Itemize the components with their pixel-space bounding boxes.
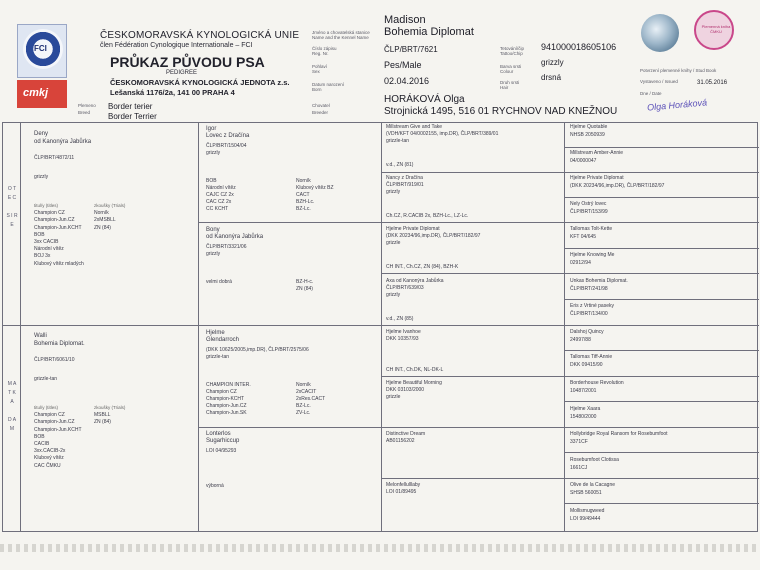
ancestor4-name: Borderhouse Revolution <box>570 380 624 386</box>
ancestor-titles: v.d., ZN (81) <box>386 162 414 168</box>
colour-label-en: Colour <box>500 69 514 74</box>
grandparent-trial: Norník <box>296 178 311 184</box>
grandparent-trial: BZ-H-c. <box>296 279 314 285</box>
ancestor4-reg: ČLP/BRT/241/98 <box>570 285 608 292</box>
sire-title: Klubový vítěz mladých <box>34 260 84 267</box>
ancestor-titles: CH INT., Ch.DK, NL-DK-L <box>386 366 444 373</box>
dog-name-1: Madison <box>384 14 426 26</box>
sex-label: Pohlaví <box>312 64 328 69</box>
sire-title: BOJ 3x <box>34 253 51 260</box>
tattoo-label-en: Tattoo/Chip <box>500 51 523 56</box>
sire-title: BOB <box>34 231 45 238</box>
sire-title: titul/y (titles) <box>34 203 59 208</box>
breed-value-cz: Border terier <box>108 102 153 111</box>
ancestor-reg: (DKK 20234/96,imp.DR), ČLP/BRT/182/97 <box>386 233 481 240</box>
sire-trial: ZN (84) <box>94 224 111 231</box>
ancestor-reg: DKK 10357/93 <box>386 335 419 342</box>
doc-subtitle: PEDIGREE <box>166 70 198 76</box>
dam-reg: ČLP/BRT/6061/10 <box>34 357 75 363</box>
hologram-seal <box>641 14 679 52</box>
ancestor4-name: Olive de la Cacagne <box>570 482 616 489</box>
sire-trial: Norník <box>94 210 109 217</box>
issued-value: 31.05.2016 <box>697 80 728 86</box>
breeder-value-1: HORÁKOVÁ Olga <box>384 94 465 105</box>
org-member: člen Fédération Cynologique Internationale – FCI <box>100 42 253 49</box>
side-label-mother: M A T K A D A M <box>7 381 17 432</box>
ancestor4-name: Mollismugweed <box>570 508 605 514</box>
breed-value-en: Border Terrier <box>108 112 157 121</box>
ancestor4-name: Hjelme Quotable <box>570 124 608 130</box>
permit-label: Potvrzení plemenné knihy / Stud Book <box>640 68 717 73</box>
grandparent-title: Champion-Jun.SK <box>206 410 247 416</box>
grandparent-reg: ČLP/BRT/1504/04 <box>206 143 247 149</box>
grandparent-title: CHAMPION INTER. <box>206 382 251 388</box>
sire-kennel: od Kanonýra Jabůrka <box>34 139 92 145</box>
dam-trial: MSBLL <box>94 412 111 419</box>
grandparent-name: Hjelme <box>206 330 225 336</box>
sire-title: Champion-Jun.CZ <box>34 217 75 224</box>
ancestor4-reg: LOI 99/49444 <box>570 516 601 522</box>
dam-title: Champion-Jun.CZ <box>34 419 75 426</box>
ancestor4-reg: KFT 04/645 <box>570 234 597 241</box>
ancestor-name: Distinctive Dream <box>386 431 426 438</box>
dam-title: CACIB <box>34 441 50 447</box>
ancestor4-reg: SHSB 560051 <box>570 490 602 497</box>
ancestor-reg: LOI 01/89495 <box>386 489 417 496</box>
club-name: ČESKOMORAVSKÁ KYNOLOGICKÁ JEDNOTA z.s. <box>110 78 290 87</box>
org-name: ČESKOMORAVSKÁ KYNOLOGICKÁ UNIE <box>100 30 300 41</box>
ancestor4-name: Hjelme Knowing Me <box>570 252 615 258</box>
grandparent-trial: ZN (84) <box>296 286 313 292</box>
breeder-label: Chovatel <box>312 103 330 108</box>
dam-trial: zkoušky (Trials) <box>94 405 126 410</box>
ancestor4-name: Dalshoj Quincy <box>570 328 604 335</box>
ancestor4-name: Millstream Amber-Annie <box>570 149 624 156</box>
ancestor-reg: AB01156202 <box>386 438 415 445</box>
grandparent-colour: grizzle-tan <box>206 354 230 360</box>
grandparent-title: CAC CZ 2x <box>206 199 232 205</box>
sex-value: Pes/Male <box>384 60 422 70</box>
sire-colour: grizzly <box>34 174 49 180</box>
breeder-value-2: Strojnická 1495, 516 01 RYCHNOV NAD KNEŽNOU <box>384 106 618 117</box>
dam-title: Champion-Jun.KCHT <box>34 426 82 433</box>
ancestor4-name: Eris z Vrtiné paseky <box>570 303 614 310</box>
ancestor4-reg: 04/0000047 <box>570 157 597 164</box>
dam-colour: grizzle-tan <box>34 376 58 382</box>
colour-value: grizzly <box>541 58 564 67</box>
breed-label-cz: Plemeno <box>78 103 96 108</box>
ancestor4-name: Hjelme Private Diplomat <box>570 175 624 182</box>
dam-name: Walli <box>34 333 47 339</box>
ancestor4-name: Unkas Bohemia Diplomat. <box>570 277 628 284</box>
dob-label: Datum narození <box>312 82 345 87</box>
ancestor-colour: grizzle <box>386 394 401 400</box>
ancestor4-reg: DKK 09415/90 <box>570 362 603 369</box>
ancestor-name: Millstream Give and Take <box>386 124 443 130</box>
ancestor-colour: grizzly <box>386 189 401 196</box>
dam-title: 3xx.CACIB-2x <box>34 448 66 455</box>
reg-label-en: Reg. Nr. <box>312 51 329 56</box>
stamp: Plemenná kniha ČMKU <box>694 10 734 50</box>
dam-title: Klubový vítěz <box>34 455 64 462</box>
grandparent-title: CC KCHT <box>206 206 229 212</box>
dam-title: BOB <box>34 433 45 440</box>
dob-value: 02.04.2016 <box>384 76 430 86</box>
grandparent-name: Bony <box>206 227 220 233</box>
dam-kennel: Bohemia Diplomat. <box>34 341 85 347</box>
reg-value: ČLP/BRT/7621 <box>384 45 438 54</box>
ancestor-reg: ČLP/BRT/919/01 <box>386 182 424 189</box>
grandparent-title: Národní vítěz <box>206 185 236 191</box>
hair-label-en: Hair <box>500 85 509 90</box>
name-label-en: Name and the Kennel Name <box>312 35 369 40</box>
grandparent-title: Champion CZ <box>206 389 237 395</box>
grandparent-kennel: Sugarhiccup <box>206 438 240 444</box>
dam-trial: ZN (84) <box>94 419 111 426</box>
ancestor4-name: Nely Ostrý lovec <box>570 200 607 207</box>
sire-reg: ČLP/BRT/4872/11 <box>34 155 75 161</box>
ancestor-titles: CH INT., Ch.CZ, ZN (84), BZH-K <box>386 264 459 271</box>
ancestor4-reg: 02912/94 <box>570 260 591 266</box>
breed-label-en: Breed <box>78 110 91 115</box>
grandparent-trial: CACT <box>296 192 310 198</box>
ancestor-reg: (VDH/KFT 04/0002155, imp.DR), ČLP/BRT/389/01 <box>386 131 499 137</box>
ancestor4-name: Tallomas Tiff-Annie <box>570 354 613 361</box>
grandparent-trial: 2xRes.CACT <box>296 396 326 402</box>
grandparent-reg: ČLP/BRT/3321/06 <box>206 244 247 250</box>
dam-title: titul/y (titles) <box>34 405 59 410</box>
grandparent-title: BOB <box>206 178 217 184</box>
sire-title: Champion CZ <box>34 210 65 217</box>
name-label: Jméno a chovatelská stanice <box>312 30 370 35</box>
grandparent-title: Champion-Jun.CZ <box>206 403 247 409</box>
sire-title: Národní vítěz <box>34 246 64 253</box>
grandparent-kennel: Lovec z Dračína <box>206 133 250 139</box>
ancestor4-reg: 1661CJ <box>570 464 588 471</box>
club-address: Lešanská 1176/2a, 141 00 PRAHA 4 <box>110 88 235 97</box>
grandparent-title: velmi dobrá <box>206 279 232 285</box>
date-label: Dne / Date <box>640 91 662 96</box>
hair-value: drsná <box>541 73 562 82</box>
reg-label: Číslo zápisu <box>312 46 337 51</box>
colour-label: Barva srsti <box>500 64 522 69</box>
ancestor-colour: grizzly <box>386 291 401 298</box>
ancestor4-name: Tallomas Tolt-Kette <box>570 226 613 233</box>
ancestor-titles: Ch.CZ, R.CACIB 2x, BZH-Lc., LZ-Lc. <box>386 213 469 220</box>
ancestor-name: Hjelme Private Diplomat <box>386 226 440 233</box>
cmkj-logo: cmkj <box>17 80 67 108</box>
signature: Olga Horáková <box>646 97 708 113</box>
sire-title: Champion-Jun.KCHT <box>34 224 82 231</box>
grandparent-trial: Klubový vítěz BZ <box>296 185 334 191</box>
grandparent-kennel: Glendarroch <box>206 337 240 343</box>
grandparent-trial: BZ-Lc. <box>296 206 311 212</box>
fci-logo: FCI <box>17 24 67 78</box>
ancestor-name: Nancy z Dračína <box>386 175 423 182</box>
tattoo-value: 941000018605106 <box>541 42 617 52</box>
grandparent-colour: grizzly <box>206 150 221 156</box>
grandparent-trial: Norník <box>296 382 311 388</box>
ancestor4-reg: 24997/88 <box>570 336 591 343</box>
ancestor-reg: ČLP/BRT/639/03 <box>386 284 424 291</box>
ancestor4-reg: 3371CF <box>570 439 588 446</box>
grandparent-title: CAJC CZ 2x <box>206 192 234 198</box>
ancestor4-name: Hollybridge Royal Ransom for Rosebumfoot <box>570 431 668 438</box>
sire-trial: zkoušky (Trials) <box>94 203 126 208</box>
sex-label-en: Sex <box>312 69 320 74</box>
ancestor-colour: grizzle-tan <box>386 138 410 144</box>
sire-title: 3xx CACIB <box>34 239 59 245</box>
grandparent-trial: BZH-Lc. <box>296 199 315 205</box>
sire-name: Deny <box>34 131 49 137</box>
ancestor-titles: v.d., ZN (85) <box>386 315 414 322</box>
breeder-label-en: Breeder <box>312 110 329 115</box>
ancestor4-name: Rosebumfoot Clotissa <box>570 456 619 463</box>
ancestor4-reg: ČLP/BRT/153/99 <box>570 208 608 215</box>
ancestor4-reg: 10487/2001 <box>570 388 597 394</box>
doc-title: PRŮKAZ PŮVODU PSA <box>110 54 265 70</box>
grandparent-name: Igor <box>206 126 217 132</box>
ancestor-name: Axa od Kanonýra Jabůrka <box>386 277 444 284</box>
grandparent-trial: BZ-Lc. <box>296 403 311 409</box>
ancestor4-reg: ČLP/BRT/134/00 <box>570 311 608 318</box>
grandparent-name: Lonterlos <box>206 431 231 437</box>
grandparent-title: výborná <box>206 483 224 489</box>
grandparent-trial: ZV-Lc. <box>296 410 311 416</box>
ancestor-reg: DKK 03103/2000 <box>386 387 425 393</box>
ancestor-name: Hjelme Ivanhoe <box>386 328 421 335</box>
grandparent-colour: grizzly <box>206 251 221 257</box>
ancestor-colour: grizzle <box>386 240 401 247</box>
side-label-father: O T E C S I R E <box>6 186 18 228</box>
ancestor4-reg: 15480/2000 <box>570 413 597 420</box>
grandparent-title: Champion-KCHT <box>206 396 245 402</box>
dam-title: CAC ČMKU <box>34 462 61 469</box>
grandparent-reg: LOI 04/95293 <box>206 448 237 454</box>
hair-label: Druh srsti <box>500 80 520 85</box>
grandparent-kennel: od Kanonýra Jabůrka <box>206 234 264 240</box>
dog-name-2: Bohemia Diplomat <box>384 26 474 38</box>
ancestor4-reg: NHSB 2050939 <box>570 132 605 138</box>
ancestor-name: Hjelme Beautiful Morning <box>386 380 442 386</box>
ancestor-name: Melonfellulllaby <box>386 482 421 489</box>
tattoo-label: Tetování/čip <box>500 46 525 51</box>
sire-trial: 2xMSBLL <box>94 217 116 224</box>
ancestor4-reg: (DKK 20234/96,imp.DR), ČLP/BRT/182/97 <box>570 183 665 190</box>
dam-title: Champion CZ <box>34 412 65 419</box>
perforation-edge <box>0 544 760 552</box>
issued-label: Vystaveno / Issued <box>640 79 678 84</box>
dob-label-en: Born <box>312 87 322 92</box>
ancestor4-name: Hjelme Xaara <box>570 405 601 412</box>
grandparent-trial: 2xCACIT <box>296 389 317 395</box>
grandparent-reg: (DKK 10625/2005,imp.DR), ČLP/BRT/2575/06 <box>206 347 309 353</box>
